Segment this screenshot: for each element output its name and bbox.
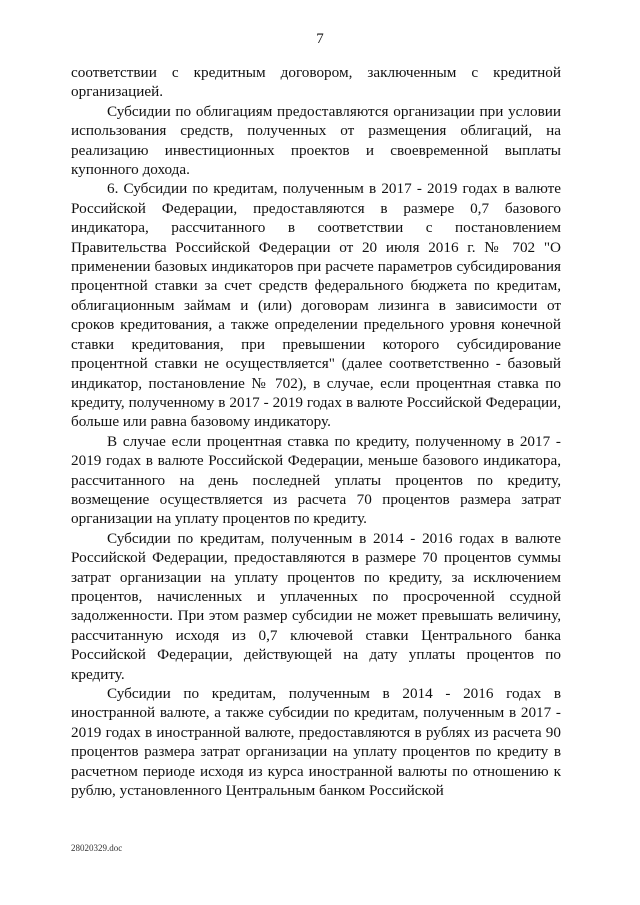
paragraph-continuation: соответствии с кредитным договором, заключенным с кредитной организацией.	[71, 64, 561, 101]
document-body	[71, 63, 561, 800]
file-name-footer: 28020329.doc	[71, 843, 123, 853]
paragraph-lower-rate-case: В случае если процентная ставка по кредиту, полученному в 2017 - 2019 годах в валюте Российской Федерации, меньше базового индикатора, рассчитанного на день последней уплаты процентов по кредиту, возмещение осуществляется из расчета 70 процентов размера затрат организации на уплату процентов по кредиту.	[71, 432, 561, 528]
paragraph-bonds-subsidy: Субсидии по облигациям предоставляются организации при условии использования средств, полученных от размещения облигаций, на реализацию инвестиционных проектов и своевременной выплаты купонного дохода.	[71, 102, 561, 179]
paragraph-clause-6: 6. Субсидии по кредитам, полученным в 2017 - 2019 годах в валюте Российской Федерации, предоставляются в размере 0,7 базового индикатора, рассчитанного в соответствии с постановлением Правительства Российской Федерации от 20 июля 2016 г. № 702 "О применении базовых индикаторов при расчете параметров субсидирования процентной ставки за счет средств федерального бюджета по кредитам, облигационным займам и (или) договорам лизинга в зависимости от сроков кредитования, а также определении предельного уровня конечной ставки кредитования, при превышении которого субсидирование процентной ставки не осуществляется" (далее соответственно - базовый индикатор, постановление № 702), в случае, если процентная ставка по кредиту, полученному в 2017 - 2019 годах в валюте Российской Федерации, больше или равна базовому индикатору.	[71, 180, 561, 431]
page-number: 7	[316, 31, 324, 47]
paragraph-2014-2016-rub: Субсидии по кредитам, полученным в 2014 - 2016 годах в валюте Российской Федерации, предоставляются в размере 70 процентов суммы затрат организации на уплату процентов по кредиту, за исключением процентов, начисленных и уплаченных по просроченной ссудной задолженности. При этом размер субсидии не может превышать величину, рассчитанную исходя из 0,7 ключевой ставки Центрального банка Российской Федерации, действующей на дату уплаты процентов по кредиту.	[71, 529, 561, 683]
paragraph-foreign-currency: Субсидии по кредитам, полученным в 2014 - 2016 годах в иностранной валюте, а также субсидии по кредитам, полученным в 2017 - 2019 годах в иностранной валюте, предоставляются в рублях из расчета 90 процентов размера затрат организации на уплату процентов по кредиту в расчетном периоде исходя из курса иностранной валюты по отношению к рублю, установленного Центральным банком Российской	[71, 685, 561, 800]
